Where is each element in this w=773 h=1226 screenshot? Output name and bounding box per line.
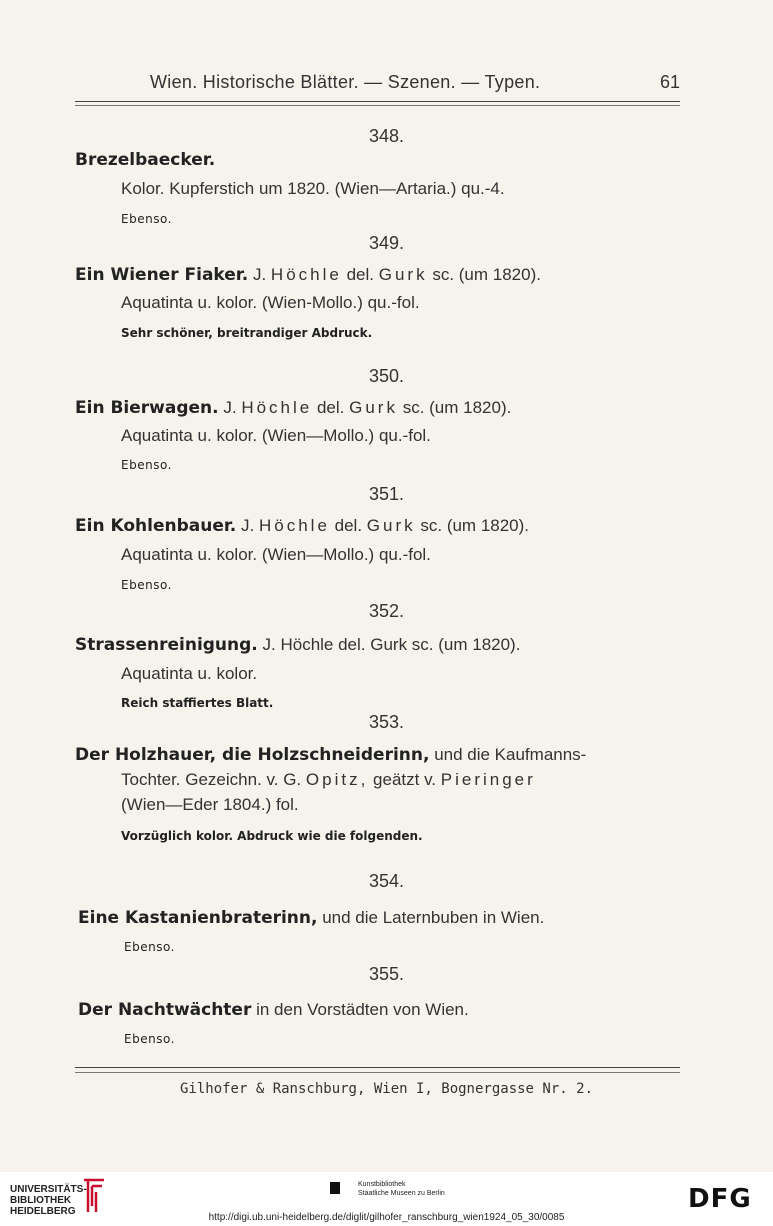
artist-name: Pieringer bbox=[440, 770, 536, 789]
entry-note: Vorzüglich kolor. Abdruck wie die folgenden. bbox=[121, 829, 423, 843]
entry-detail: Aquatinta u. kolor. (Wien-Mollo.) qu.-fol. bbox=[121, 293, 420, 312]
entry-text: del. bbox=[346, 265, 374, 284]
entry-name: Ein Bierwagen. bbox=[75, 398, 219, 418]
publisher-footer: Gilhofer & Ranschburg, Wien I, Bognergasse Nr. 2. bbox=[179, 1081, 593, 1097]
library-logo-icon[interactable] bbox=[78, 1176, 108, 1216]
entry-name: Der Nachtwächter bbox=[78, 1000, 252, 1020]
footer-rule bbox=[75, 1067, 680, 1068]
library-line: UNIVERSITÄTS- bbox=[10, 1184, 87, 1195]
entry-note: Reich staffiertes Blatt. bbox=[121, 696, 274, 710]
header-rule-thin bbox=[75, 105, 680, 106]
entry-detail: Aquatinta u. kolor. (Wien—Mollo.) qu.-fol. bbox=[121, 426, 431, 445]
artist-name: Höchle bbox=[270, 265, 342, 284]
entry-title bbox=[75, 398, 511, 418]
entry-title bbox=[75, 516, 529, 536]
permalink-url[interactable]: http://digi.ub.uni-heidelberg.de/diglit/gilhofer_ranschburg_wien1924_05_30/0085 bbox=[208, 1212, 565, 1223]
entry-title bbox=[78, 1000, 469, 1020]
entry-text: sc. (um 1820). bbox=[402, 398, 512, 417]
entry-detail: Aquatinta u. kolor. bbox=[121, 664, 258, 683]
kunst-line: Staatliche Museen zu Berlin bbox=[358, 1190, 445, 1197]
entry-text: in den Vorstädten von Wien. bbox=[256, 1000, 469, 1019]
entry-name: Brezelbaecker. bbox=[75, 150, 216, 170]
entry-name: Strassenreinigung. bbox=[75, 635, 258, 655]
artist-name: Höchle bbox=[258, 516, 330, 535]
entry-text: J. bbox=[223, 398, 237, 417]
library-line: HEIDELBERG bbox=[10, 1206, 76, 1217]
entry-text: Tochter. Gezeichn. v. G. bbox=[121, 770, 302, 789]
entry-title bbox=[78, 908, 544, 928]
kunstbibliothek-logo-text[interactable] bbox=[358, 1180, 445, 1198]
entry-number: 350. bbox=[368, 366, 405, 386]
entry-note: Ebenso. bbox=[121, 578, 172, 592]
header-rule bbox=[75, 101, 680, 102]
entry-text: und die Laternbuben in Wien. bbox=[322, 908, 545, 927]
entry-detail: Kolor. Kupferstich um 1820. (Wien—Artaria.) qu.-4. bbox=[121, 179, 505, 198]
entry-detail bbox=[121, 770, 536, 790]
kunst-line: Kunstbibliothek bbox=[358, 1181, 406, 1188]
entry-text: und die Kaufmanns- bbox=[434, 745, 587, 764]
entry-text: sc. (um 1820). bbox=[420, 516, 530, 535]
entry-number: 352. bbox=[368, 601, 405, 621]
entry-number: 354. bbox=[368, 871, 405, 891]
entry-number: 355. bbox=[368, 964, 405, 984]
entry-note: Ebenso. bbox=[124, 1032, 175, 1046]
entry-text: geätzt v. bbox=[373, 770, 437, 789]
footer-rule-thin bbox=[75, 1072, 680, 1073]
artist-name: Höchle bbox=[241, 398, 313, 417]
library-line: BIBLIOTHEK bbox=[10, 1195, 72, 1206]
entry-number: 353. bbox=[368, 712, 405, 732]
entry-title bbox=[75, 150, 215, 170]
entry-number: 349. bbox=[368, 233, 405, 253]
entry-text: sc. (um 1820). bbox=[432, 265, 541, 284]
kunstbibliothek-logo-icon[interactable] bbox=[330, 1182, 340, 1194]
entry-note: Ebenso. bbox=[124, 940, 175, 954]
entry-text: del. bbox=[334, 516, 363, 535]
artist-name: Opitz, bbox=[305, 770, 369, 789]
entry-text: J. bbox=[252, 265, 267, 284]
entry-detail: Aquatinta u. kolor. (Wien—Mollo.) qu.-fol. bbox=[121, 545, 431, 564]
entry-note: Ebenso. bbox=[121, 458, 172, 472]
entry-title bbox=[75, 265, 541, 285]
entry-note: Sehr schöner, breitrandiger Abdruck. bbox=[121, 326, 373, 340]
artist-name: Gurk bbox=[349, 398, 398, 417]
header-title: Wien. Historische Blätter. — Szenen. — Typen. bbox=[150, 72, 541, 92]
entry-title bbox=[75, 635, 520, 655]
entry-title bbox=[75, 745, 586, 765]
entry-number: 351. bbox=[368, 484, 405, 504]
entry-name: Der Holzhauer, die Holzschneiderinn, bbox=[75, 745, 430, 765]
entry-text: J. bbox=[241, 516, 255, 535]
entry-number: 348. bbox=[368, 126, 405, 146]
entry-name: Ein Wiener Fiaker. bbox=[75, 265, 249, 285]
entry-note: Ebenso. bbox=[121, 212, 172, 226]
artist-name: Gurk bbox=[366, 516, 416, 535]
entry-name: Eine Kastanienbraterinn, bbox=[78, 908, 318, 928]
viewer-bottom-bar bbox=[0, 1172, 773, 1226]
entry-text: del. bbox=[316, 398, 345, 417]
entry-text: J. Höchle del. Gurk sc. (um 1820). bbox=[262, 635, 521, 654]
entry-detail: (Wien—Eder 1804.) fol. bbox=[121, 795, 299, 814]
page-number: 61 bbox=[659, 72, 680, 92]
dfg-logo[interactable]: DFG bbox=[688, 1184, 752, 1214]
artist-name: Gurk bbox=[378, 265, 428, 284]
entry-name: Ein Kohlenbauer. bbox=[75, 516, 237, 536]
